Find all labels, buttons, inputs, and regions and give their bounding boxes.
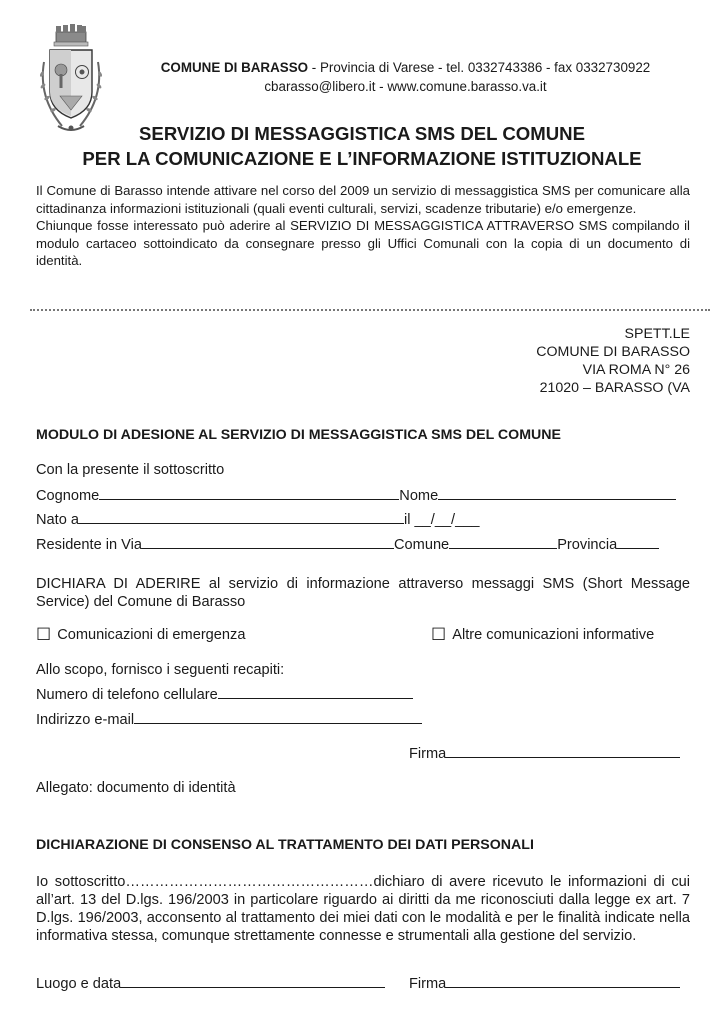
consent-text: Io sottoscritto……………………………………………dichiaro di avere ricevuto le informazioni di cui all’art. 13 del D.lgs. 196/2003 in particolare riguardo ai diritti da me riconosciuti dalla legge ex art. 7 D.lgs. 196/2003, acconsento al trattamento dei miei dati con le modalità e per le finalità indicate nella informativa stessa, comunque strettamente connesse e strumentali alla gestione del servizio. (36, 874, 690, 944)
option-altre[interactable] (431, 625, 654, 645)
row-residenza (36, 534, 659, 555)
via-field[interactable] (142, 534, 394, 549)
email-label: Indirizzo e-mail (36, 712, 135, 728)
title-line-1: SERVIZIO DI MESSAGGISTICA SMS DEL COMUNE (139, 123, 585, 144)
row-nato-il (36, 509, 479, 530)
telefono-label: Numero di telefono cellulare (36, 687, 218, 703)
recipient-line: SPETT.LE (624, 326, 690, 342)
row-firma (409, 743, 680, 764)
intro-text (36, 182, 690, 270)
comune-name: COMUNE DI BARASSO (160, 60, 309, 75)
consent-heading: DICHIARAZIONE DI CONSENSO AL TRATTAMENTO DEI DATI PERSONALI (36, 837, 534, 853)
residente-label: Residente in Via (36, 537, 143, 553)
data-nascita-field[interactable]: il __/__/___ (404, 512, 480, 528)
provincia-label: Provincia (557, 537, 618, 553)
dichiara-text: DICHIARA DI ADERIRE al servizio di informazione attraverso messaggi SMS (Short Message Service) del Comune di Barasso (36, 576, 690, 610)
nome-label: Nome (399, 488, 439, 504)
recipient-address (536, 325, 690, 397)
luogo-data-field[interactable] (121, 973, 385, 988)
header-email-web: cbarasso@libero.it - www.comune.barasso.va.it (264, 79, 547, 94)
header-contacts: - Provincia di Varese - tel. 0332743386 - fax 0332730922 (308, 60, 651, 75)
telefono-field[interactable] (218, 684, 413, 699)
form-heading: MODULO DI ADESIONE AL SERVIZIO DI MESSAGGISTICA SMS DEL COMUNE (36, 427, 561, 443)
scopo-text: Allo scopo, fornisco i seguenti recapiti: (36, 662, 285, 678)
firma-label: Firma (409, 746, 447, 762)
row-luogo-data (36, 973, 385, 994)
consent-firma-field[interactable] (446, 973, 680, 988)
row-cognome-nome (36, 485, 676, 506)
nato-a-label: Nato a (36, 512, 79, 528)
checkbox-icon[interactable]: ☐ (431, 625, 447, 644)
checkbox-icon[interactable]: ☐ (36, 625, 52, 644)
provincia-field[interactable] (617, 534, 659, 549)
option-emergenza[interactable] (36, 625, 245, 645)
nato-a-field[interactable] (79, 509, 404, 524)
cognome-label: Cognome (36, 488, 100, 504)
row-consent-firma (409, 973, 680, 994)
option-emergenza-label: Comunicazioni di emergenza (57, 627, 246, 643)
recipient-line: COMUNE DI BARASSO (536, 344, 690, 360)
comune-label: Comune (394, 537, 450, 553)
title-line-2: PER LA COMUNICAZIONE E L’INFORMAZIONE ISTITUZIONALE (82, 148, 642, 169)
row-telefono (36, 684, 413, 705)
row-email (36, 709, 422, 730)
consent-firma-label: Firma (409, 976, 447, 992)
option-altre-label: Altre comunicazioni informative (452, 627, 655, 643)
form-intro: Con la presente il sottoscritto (36, 462, 225, 478)
email-field[interactable] (134, 709, 422, 724)
intro-paragraph-2: Chiunque fosse interessato può aderire al SERVIZIO DI MESSAGGISTICA ATTRAVERSO SMS compilando il modulo cartaceo sottoindicato da consegnare presso gli Uffici Comunali con la copia di un documento di identità. (36, 218, 690, 269)
comune-field[interactable] (449, 534, 557, 549)
header-line-1 (118, 58, 693, 77)
luogo-data-label: Luogo e data (36, 976, 122, 992)
recipient-line: 21020 – BARASSO (VA (539, 380, 690, 396)
cut-line-divider (30, 309, 710, 311)
intro-paragraph-1: Il Comune di Barasso intende attivare nel corso del 2009 un servizio di messaggistica SMS per comunicare alla cittadinanza informazioni istituzionali (quali eventi culturali, servizi, scadenze tributarie) e/o emergenze. (36, 183, 690, 216)
allegato-text: Allegato: documento di identità (36, 780, 236, 796)
recipient-line: VIA ROMA N° 26 (582, 362, 690, 378)
firma-field[interactable] (446, 743, 680, 758)
cognome-field[interactable] (99, 485, 399, 500)
nome-field[interactable] (438, 485, 676, 500)
